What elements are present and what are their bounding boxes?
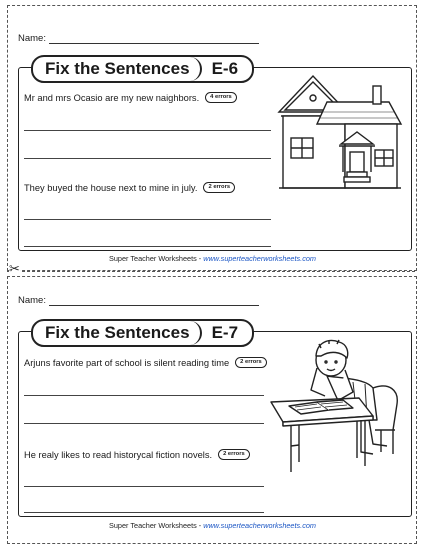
- answer-line[interactable]: [24, 130, 271, 131]
- cut-line: [7, 271, 415, 272]
- answer-line[interactable]: [24, 512, 264, 513]
- sentence-text: They buyed the house next to mine in july.: [24, 182, 198, 193]
- boy-reading-at-desk-icon: [269, 334, 405, 476]
- worksheet-code: E-6: [211, 59, 239, 78]
- name-label: Name:: [18, 295, 46, 306]
- scissors-icon: ✂: [9, 261, 20, 276]
- name-row: [18, 33, 259, 44]
- worksheet-panel-e7: [18, 323, 412, 517]
- sentence-2: [24, 449, 250, 460]
- footer: [0, 254, 425, 263]
- answer-line[interactable]: [24, 246, 271, 247]
- house-icon: [277, 72, 405, 192]
- sentence-2: [24, 182, 235, 193]
- worksheet-code: E-7: [211, 323, 239, 342]
- name-label: Name:: [18, 33, 46, 44]
- sentence-text: Arjuns favorite part of school is silent reading time: [24, 357, 230, 368]
- title-banner: [31, 319, 254, 347]
- worksheet-title: Fix the Sentences: [33, 321, 202, 345]
- answer-line[interactable]: [24, 395, 264, 396]
- name-row: [18, 295, 259, 306]
- footer-brand: Super Teacher Worksheets -: [109, 254, 204, 263]
- answer-line[interactable]: [24, 219, 271, 220]
- error-count-badge: 4 errors: [205, 92, 237, 103]
- footer-brand: Super Teacher Worksheets -: [109, 521, 204, 530]
- worksheet-panel-e6: [18, 59, 412, 251]
- worksheet-title: Fix the Sentences: [33, 57, 202, 81]
- sentence-1: [24, 92, 237, 103]
- name-input-line[interactable]: [49, 296, 259, 306]
- answer-line[interactable]: [24, 486, 264, 487]
- name-input-line[interactable]: [49, 34, 259, 44]
- sentence-1: [24, 357, 267, 368]
- sentence-text: He realy likes to read historycal fiction novels.: [24, 449, 213, 460]
- answer-line[interactable]: [24, 423, 264, 424]
- footer-url[interactable]: www.superteacherworksheets.com: [203, 521, 316, 530]
- sentence-text: Mr and mrs Ocasio are my new naighbors.: [24, 92, 200, 103]
- footer: [0, 521, 425, 530]
- answer-line[interactable]: [24, 158, 271, 159]
- error-count-badge: 2 errors: [218, 449, 250, 460]
- error-count-badge: 2 errors: [203, 182, 235, 193]
- error-count-badge: 2 errors: [235, 357, 267, 368]
- footer-url[interactable]: www.superteacherworksheets.com: [203, 254, 316, 263]
- title-banner: [31, 55, 254, 83]
